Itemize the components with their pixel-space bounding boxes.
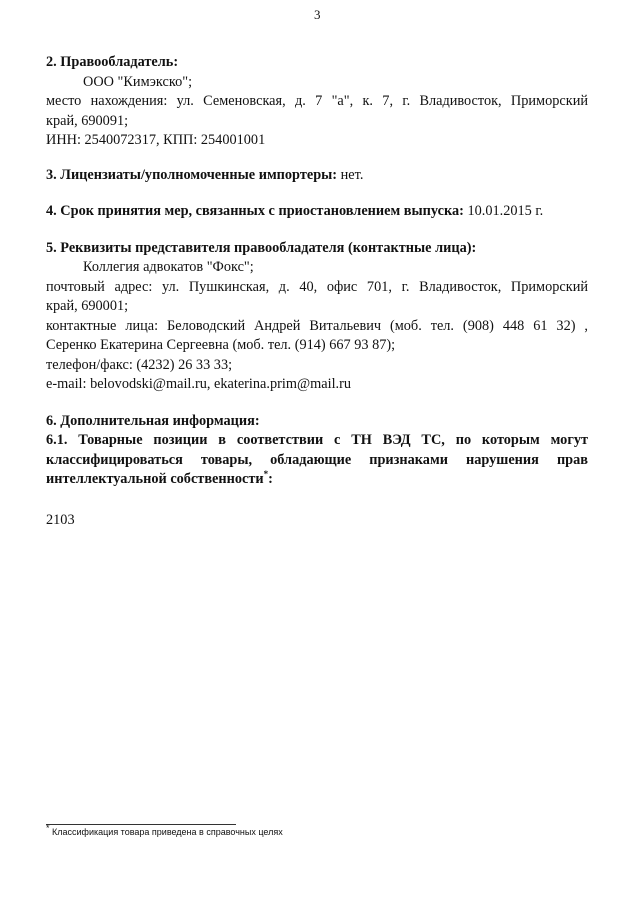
section-6-heading: 6. Дополнительная информация: <box>46 412 260 429</box>
contacts-line2: Серенко Екатерина Сергеевна (моб. тел. (914) 667 93 87); <box>46 337 396 353</box>
footnote-reference: * <box>263 469 269 480</box>
section-2-heading: 2. Правообладатель: <box>46 54 179 70</box>
rightholder-address-line1: место нахождения: ул. Семеновская, д. 7 "а", к. 7, г. Владивосток, Приморский <box>46 93 588 109</box>
rightholder-name: ООО "Кимэкско"; <box>83 73 193 90</box>
document-body <box>46 53 588 530</box>
rightholder-address-line2: край, 690091; <box>46 112 129 129</box>
section-4-value: 10.01.2015 г. <box>467 203 544 219</box>
section-4-heading: 4. Срок принятия мер, связанных с приостановлением выпуска: <box>46 203 464 219</box>
contacts-line1: контактные лица: Беловодский Андрей Витальевич (моб. тел. (908) 448 61 32) , <box>46 317 588 334</box>
section-6-1-line1: 6.1. Товарные позиции в соответствии с ТН ВЭД ТС, по которым могут <box>46 432 588 448</box>
postal-address-line2: край, 690001; <box>46 298 129 314</box>
email-line: e-mail: belovodski@mail.ru, ekaterina.prim@mail.ru <box>46 376 352 392</box>
section-4 <box>46 202 588 222</box>
representative-name: Коллегия адвокатов "Фокс"; <box>83 259 254 275</box>
section-6-1-line2: классифицироваться товары, обладающие признаками нарушения прав <box>46 451 588 468</box>
phone-fax: телефон/факс: (4232) 26 33 33; <box>46 356 233 373</box>
section-6-1-line3-text: интеллектуальной собственности <box>46 471 264 487</box>
footnote <box>46 823 283 837</box>
footnote-mark: * <box>46 823 50 833</box>
tn-ved-code: 2103 <box>46 511 75 528</box>
section-6-1-line3 <box>46 470 588 490</box>
page-number: 3 <box>314 7 321 22</box>
postal-address-line1: почтовый адрес: ул. Пушкинская, д. 40, офис 701, г. Владивосток, Приморский <box>46 278 588 295</box>
section-5-heading: 5. Реквизиты представителя правообладателя (контактные лица): <box>46 239 477 256</box>
section-6-1-colon: : <box>268 471 273 487</box>
section-3 <box>46 166 588 186</box>
section-3-value: нет. <box>340 166 364 183</box>
rightholder-inn: ИНН: 2540072317, КПП: 254001001 <box>46 132 266 148</box>
footnote-divider <box>46 824 236 825</box>
section-3-heading: 3. Лицензиаты/уполномоченные импортеры: <box>46 166 338 183</box>
footnote-text: Классификация товара приведена в справочных целях <box>52 827 283 837</box>
